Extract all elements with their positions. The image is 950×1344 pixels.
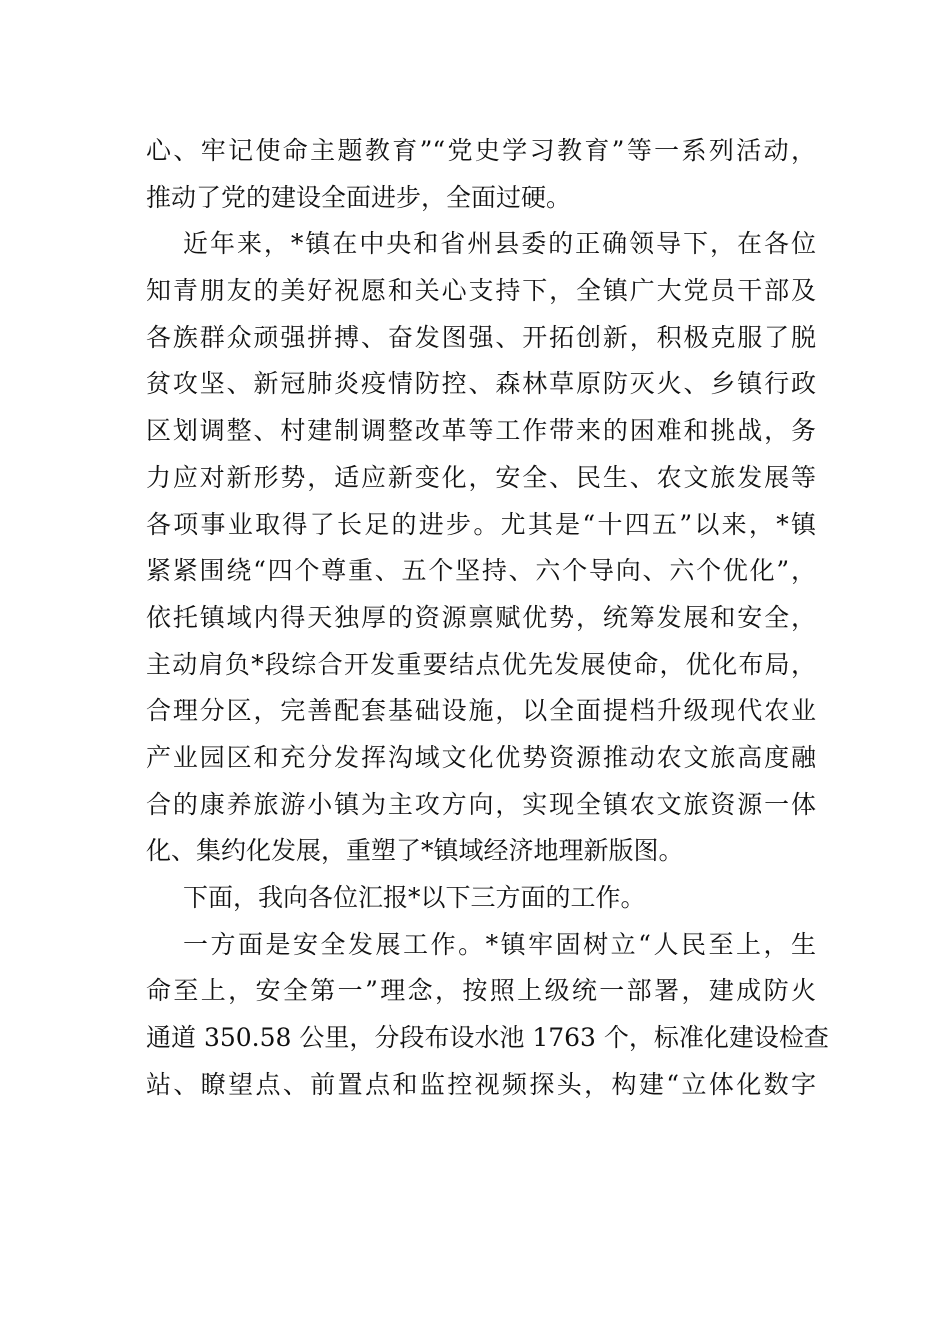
text-line: 命至上，安全第一”理念，按照上级统一部署，建成防火 (146, 976, 816, 1006)
text-line: 依托镇域内得天独厚的资源禀赋优势，统筹发展和安全， (146, 602, 816, 632)
text-line: 贫攻坚、新冠肺炎疫情防控、森林草原防灭火、乡镇行政 (146, 369, 816, 399)
text-line: 区划调整、村建制调整改革等工作带来的困难和挑战，务 (146, 416, 816, 446)
text-line: 知青朋友的美好祝愿和关心支持下，全镇广大党员干部及 (146, 276, 816, 306)
text-line: 推动了党的建设全面进步，全面过硬。 (146, 182, 572, 212)
document-body (146, 128, 829, 1108)
text-line: 站、瞭望点、前置点和监控视频探头，构建“立体化数字 (146, 1069, 816, 1099)
text-line: 合的康养旅游小镇为主攻方向，实现全镇农文旅资源一体 (146, 789, 816, 819)
text-line: 合理分区，完善配套基础设施，以全面提档升级现代农业 (146, 696, 816, 726)
text-line: 心、牢记使命主题教育”“党史学习教育”等一系列活动， (146, 136, 816, 165)
text-line: 近年来，*镇在中央和省州县委的正确领导下，在各位 (183, 229, 816, 259)
text-line: 化、集约化发展，重塑了*镇域经济地理新版图。 (146, 836, 684, 866)
text-line: 各族群众顽强拼搏、奋发图强、开拓创新，积极克服了脱 (146, 322, 816, 352)
text-line: 一方面是安全发展工作。*镇牢固树立“人民至上，生 (183, 929, 816, 959)
text-line: 通道 350.58 公里，分段布设水池 1763 个，标准化建设检查 (146, 1023, 829, 1053)
text-line: 紧紧围绕“四个尊重、五个坚持、六个导向、六个优化”， (146, 556, 816, 586)
text-line: 各项事业取得了长足的进步。尤其是“十四五”以来，*镇 (146, 509, 816, 539)
text-line: 力应对新形势，适应新变化，安全、民生、农文旅发展等 (146, 462, 816, 492)
text-line: 下面，我向各位汇报*以下三方面的工作。 (183, 883, 646, 912)
text-line: 主动肩负*段综合开发重要结点优先发展使命，优化布局， (146, 649, 816, 679)
text-line: 产业园区和充分发挥沟域文化优势资源推动农文旅高度融 (146, 742, 816, 772)
